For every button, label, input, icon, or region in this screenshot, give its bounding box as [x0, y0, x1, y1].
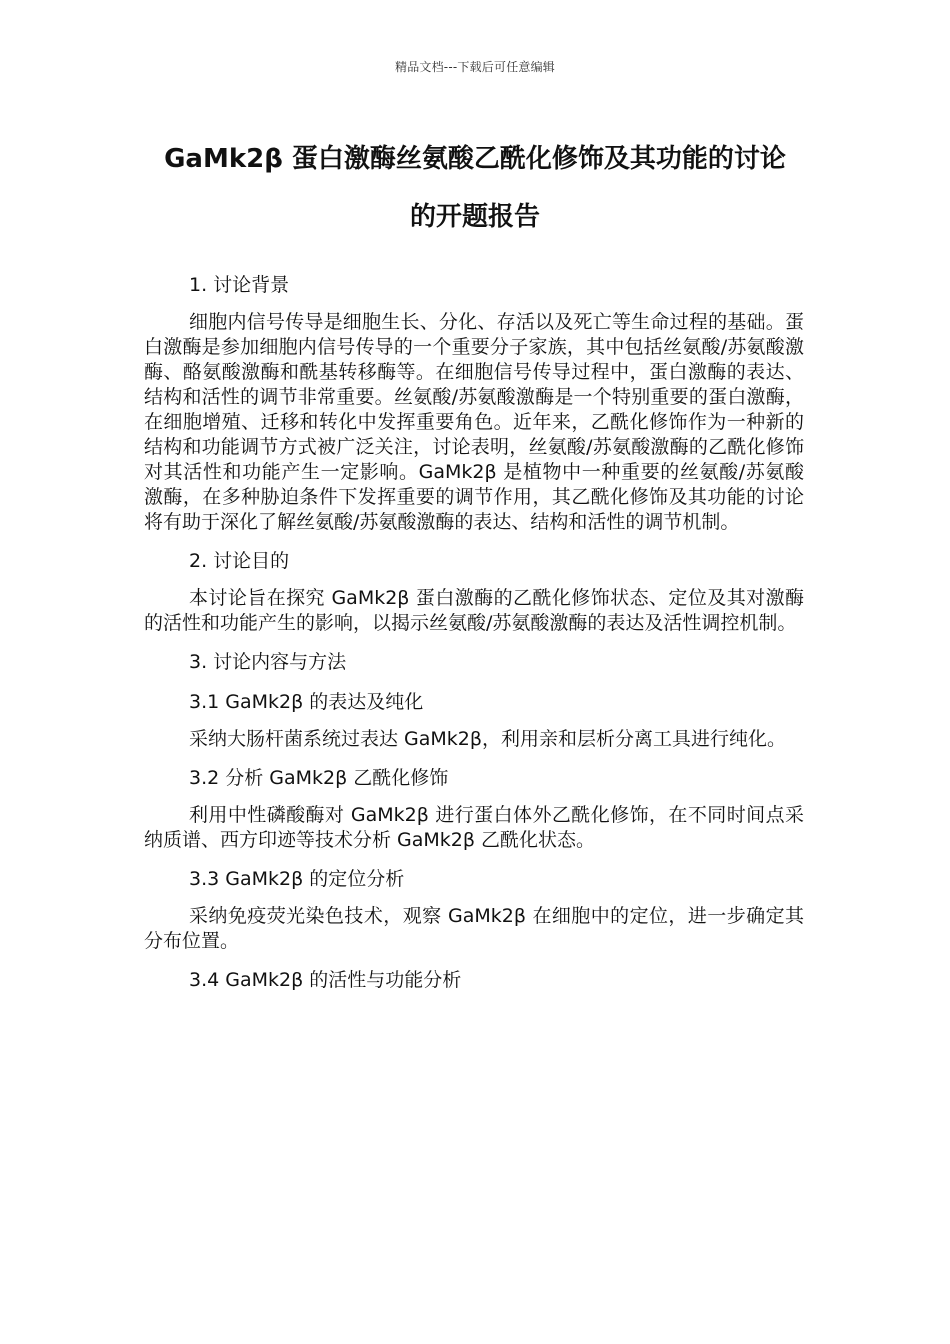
section-heading-2: 2. 讨论目的: [189, 550, 290, 572]
header-note: 精品文档---下载后可任意编辑: [395, 60, 555, 74]
paragraph-expression: 采纳大肠杆菌系统过表达 GaMk2β，利用亲和层析分离工具进行纯化。: [189, 728, 787, 750]
section-heading-1: 1. 讨论背景: [189, 274, 290, 296]
document-body: [144, 270, 804, 1005]
subsection-heading-3-1: 3.1 GaMk2β 的表达及纯化: [189, 691, 424, 713]
section-heading-3: 3. 讨论内容与方法: [189, 651, 347, 673]
paragraph-background: 细胞内信号传导是细胞生长、分化、存活以及死亡等生命过程的基础。蛋白激酶是参加细胞内信号传导的一个重要分子家族，其中包括丝氨酸/苏氨酸激酶、酪氨酸激酶和酰基转移酶等。在细胞信号传导过程中，蛋白激酶的表达、结构和活性的调节非常重要。丝氨酸/苏氨酸激酶是一个特别重要的蛋白激酶，在细胞增殖、迁移和转化中发挥重要角色。近年来，乙酰化修饰作为一种新的结构和功能调节方式被广泛关注，讨论表明，丝氨酸/苏氨酸激酶的乙酰化修饰对其活性和功能产生一定影响。GaMk2β 是植物中一种重要的丝氨酸/苏氨酸激酶，在多种胁迫条件下发挥重要的调节作用，其乙酰化修饰及其功能的讨论将有助于深化了解丝氨酸/苏氨酸激酶的表达、结构和活性的调节机制。: [144, 311, 804, 533]
document-title: [140, 130, 810, 246]
title-line-1: GaMk2β 蛋白激酶丝氨酸乙酰化修饰及其功能的讨论: [164, 144, 786, 174]
paragraph-localization: 采纳免疫荧光染色技术，观察 GaMk2β 在细胞中的定位，进一步确定其分布位置。: [144, 905, 804, 952]
subsection-heading-3-3: 3.3 GaMk2β 的定位分析: [189, 868, 405, 890]
subsection-heading-3-4: 3.4 GaMk2β 的活性与功能分析: [189, 969, 462, 991]
subsection-heading-3-2: 3.2 分析 GaMk2β 乙酰化修饰: [189, 767, 449, 789]
paragraph-acetylation: 利用中性磷酸酶对 GaMk2β 进行蛋白体外乙酰化修饰，在不同时间点采纳质谱、西方印迹等技术分析 GaMk2β 乙酰化状态。: [144, 804, 804, 851]
paragraph-purpose: 本讨论旨在探究 GaMk2β 蛋白激酶的乙酰化修饰状态、定位及其对激酶的活性和功能产生的影响，以揭示丝氨酸/苏氨酸激酶的表达及活性调控机制。: [144, 587, 804, 634]
title-line-2: 的开题报告: [409, 202, 540, 232]
